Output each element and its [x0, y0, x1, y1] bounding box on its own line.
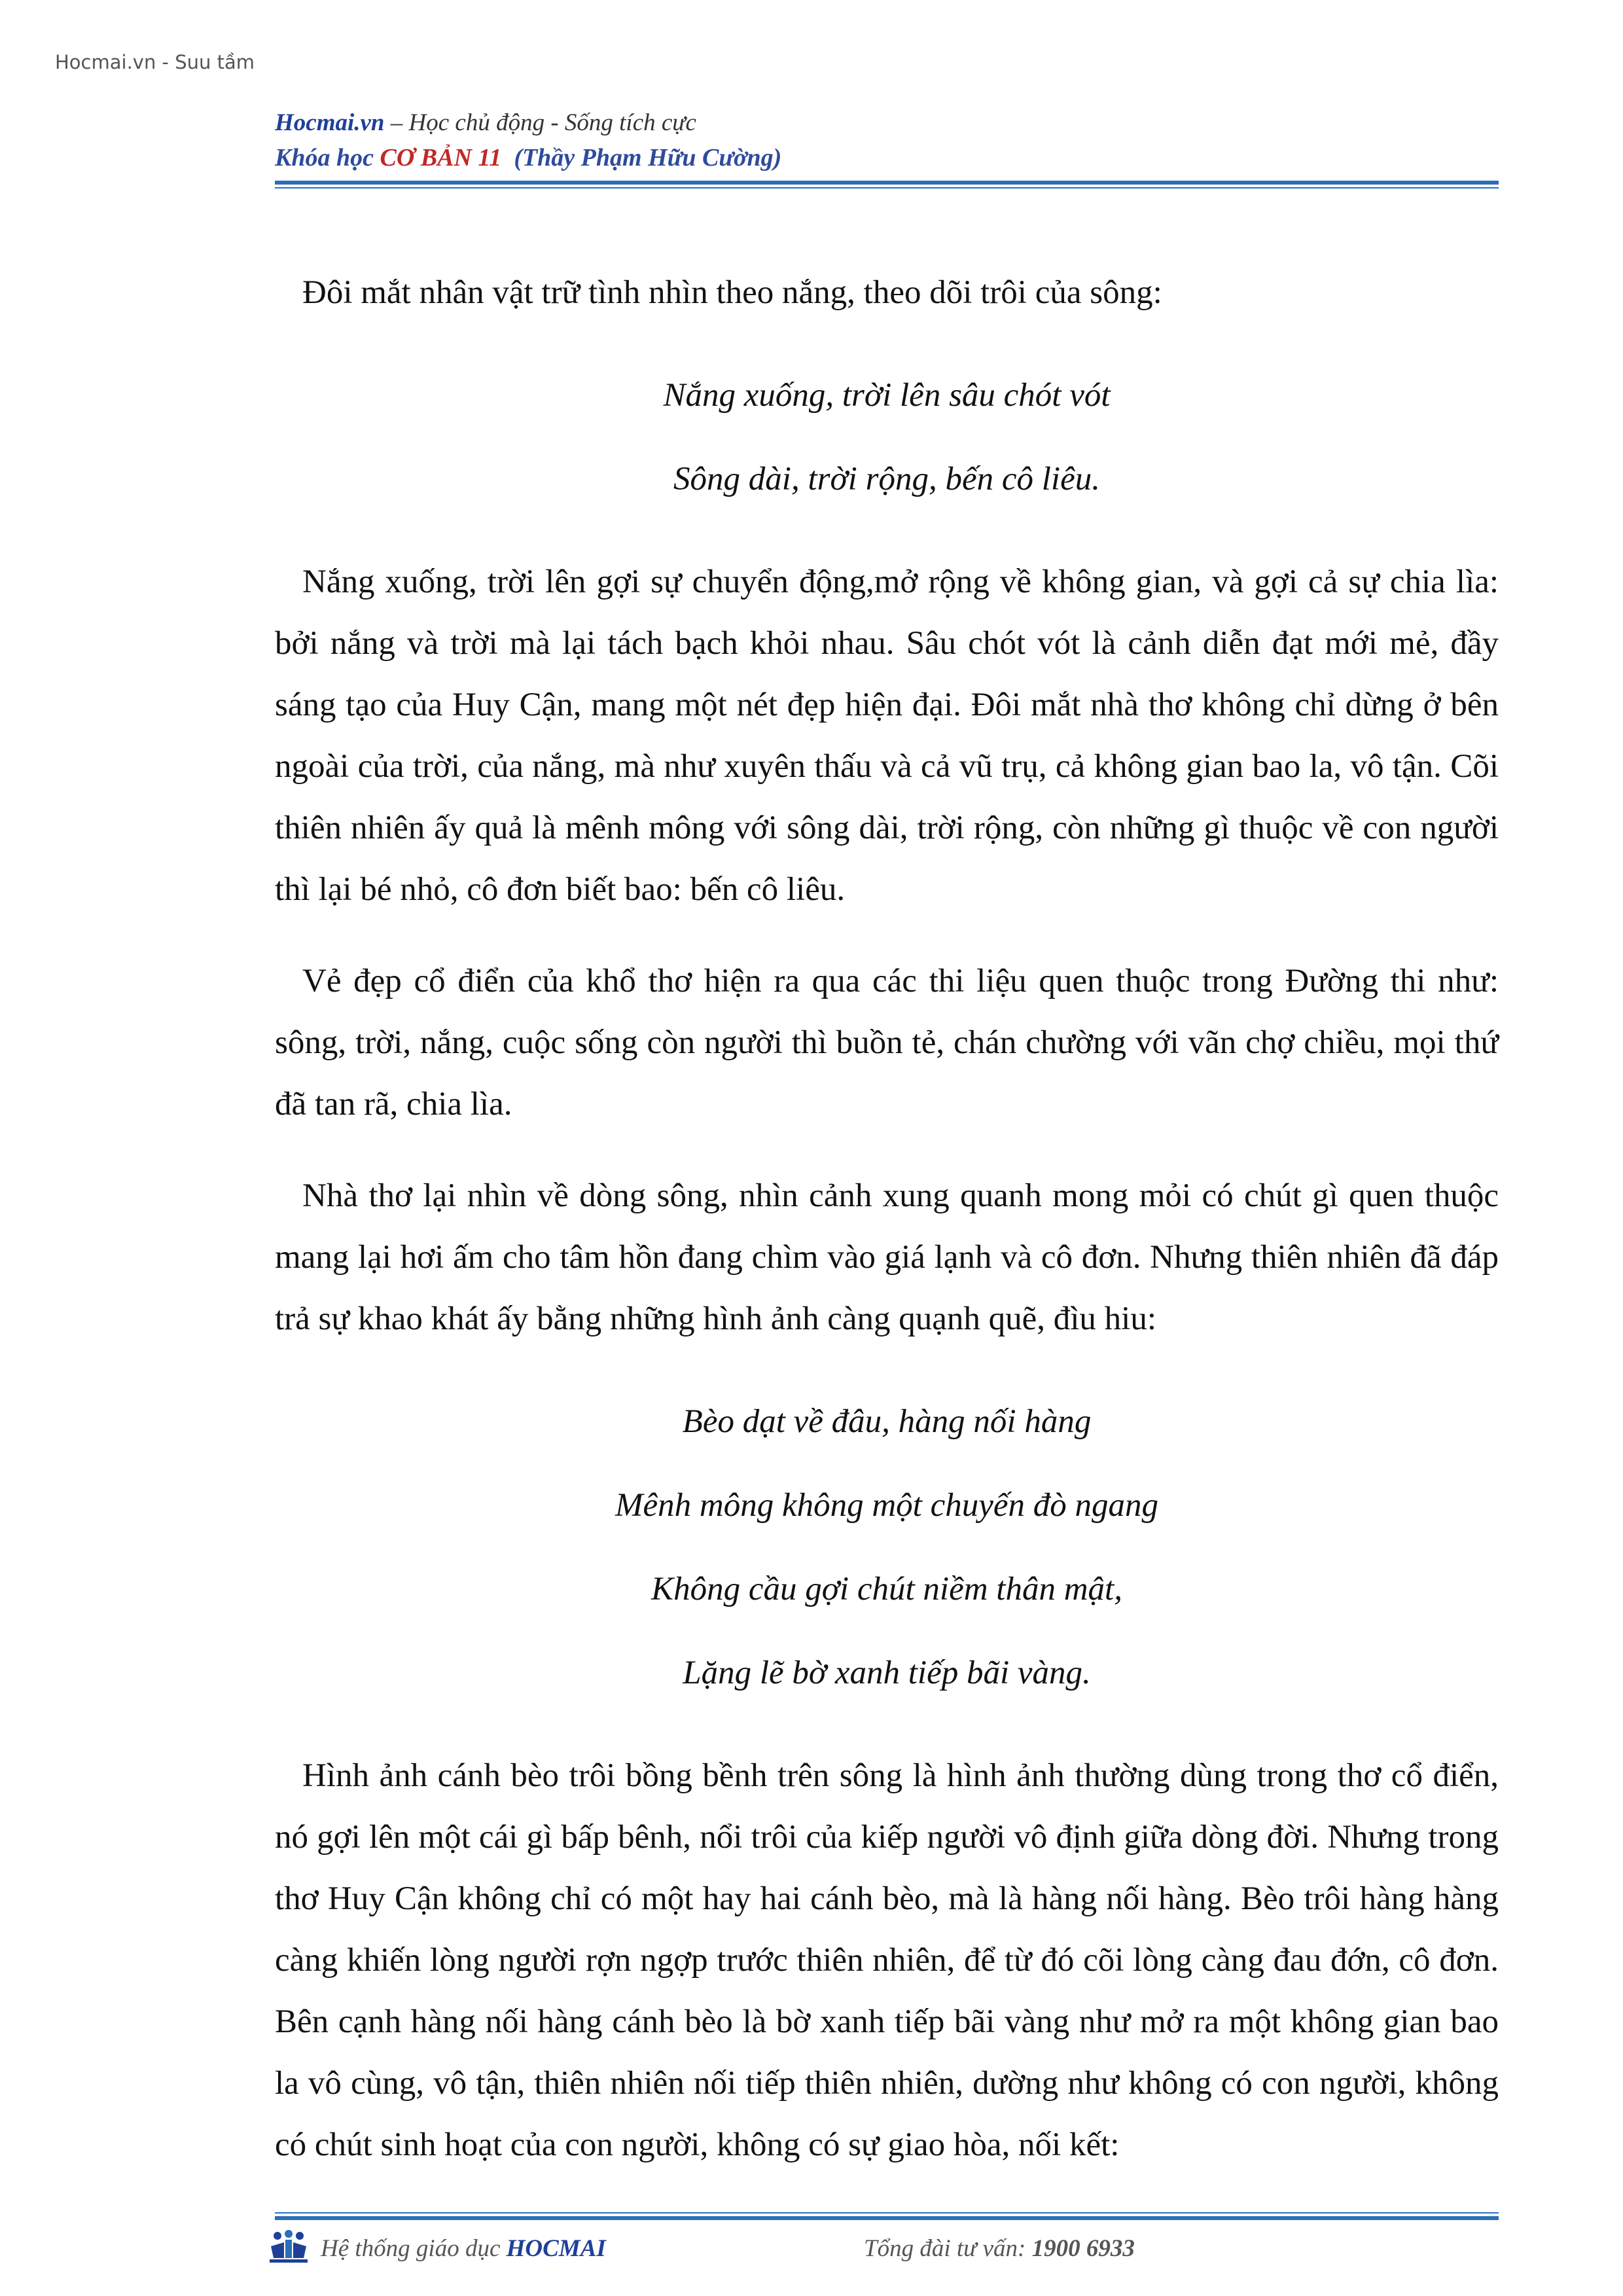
- header-rule-thin: [275, 187, 1499, 188]
- verse-line: Mênh mông không một chuyến đò ngang: [615, 1487, 1158, 1524]
- footer-system-label: Hệ thống giáo dục: [321, 2235, 507, 2262]
- page-footer: [268, 2225, 1499, 2278]
- site-name: Hocmai.vn: [275, 109, 385, 136]
- document-body: [275, 262, 1499, 2206]
- header-rule-thick: [275, 181, 1499, 185]
- header-course-line: [275, 141, 1499, 174]
- footer-rule-thick: [275, 2216, 1499, 2220]
- header-site-line: [275, 105, 1499, 141]
- footer-hotline: [864, 2234, 1135, 2263]
- footer-rule-thin: [275, 2212, 1499, 2214]
- verse-line: Bèo dạt về đâu, hàng nối hàng: [682, 1403, 1092, 1440]
- paragraph-5: Hình ảnh cánh bèo trôi bồng bềnh trên sông là hình ảnh thường dùng trong thơ cổ điển, nó gợi lên một cái gì bấp bênh, nổi trôi của kiếp người vô định giữa dòng đời. Nhưng trong thơ Huy Cận không chỉ có một hay hai cánh bèo, mà là hàng nối hàng. Bèo trôi hàng hàng càng khiến lòng người rợn ngợp trước thiên nhiên, để từ đó cõi lòng càng đau đớn, cô đơn. Bên cạnh hàng nối hàng cánh bèo là bờ xanh tiếp bãi vàng như mở ra một không gian bao la vô cùng, vô tận, thiên nhiên nối tiếp thiên nhiên, dường như không có con người, không có chút sinh hoạt của con người, không có sự giao hòa, nối kết:: [275, 1757, 1499, 2163]
- paragraph-3: Vẻ đẹp cổ điển của khổ thơ hiện ra qua các thi liệu quen thuộc trong Đường thi như: sông, trời, nắng, cuộc sống còn người thì buồn tẻ, chán chường với vãn chợ chiều, mọi thứ đã tan rã, chia lìa.: [275, 963, 1499, 1122]
- course-teacher: (Thầy Phạm Hữu Cường): [501, 144, 782, 171]
- course-name: CƠ BẢN 11: [380, 144, 502, 171]
- course-prefix: Khóa học: [275, 144, 380, 171]
- footer-org: HOCMAI: [506, 2235, 606, 2262]
- footer-phone: 1900 6933: [1031, 2235, 1135, 2262]
- verse-line: Nắng xuống, trời lên sâu chót vót: [663, 377, 1111, 414]
- footer-system: [321, 2234, 606, 2263]
- verse-line: Sông dài, trời rộng, bến cô liêu.: [673, 461, 1100, 497]
- paragraph-1: Đôi mắt nhân vật trữ tình nhìn theo nắng, theo dõi trôi của sông:: [302, 274, 1162, 311]
- verse-line: Lặng lẽ bờ xanh tiếp bãi vàng.: [683, 1655, 1091, 1691]
- paragraph-4: Nhà thơ lại nhìn về dòng sông, nhìn cảnh xung quanh mong mỏi có chút gì quen thuộc mang lại hơi ấm cho tâm hồn đang chìm vào giá lạnh và cô đơn. Nhưng thiên nhiên đã đáp trả sự khao khát ấy bằng những hình ảnh càng quạnh quẽ, đìu hiu:: [275, 1177, 1499, 1337]
- verse-line: Không cầu gợi chút niềm thân mật,: [651, 1571, 1122, 1607]
- hocmai-logo-icon: [268, 2229, 309, 2265]
- site-slogan: – Học chủ động - Sống tích cực: [384, 109, 696, 136]
- verse-block-1: [275, 353, 1499, 521]
- paragraph-2: Nắng xuống, trời lên gợi sự chuyển động,mở rộng về không gian, và gợi cả sự chia lìa: bởi nắng và trời mà lại tách bạch khỏi nhau. Sâu chót vót là cảnh diễn đạt mới mẻ, đầy sáng tạo của Huy Cận, mang một nét đẹp hiện đại. Đôi mắt nhà thơ không chỉ dừng ở bên ngoài của trời, của nắng, mà như xuyên thấu và cả vũ trụ, cả không gian bao la, vô tận. Cõi thiên nhiên ấy quả là mênh mông với sông dài, trời rộng, còn những gì thuộc về con người thì lại bé nhỏ, cô đơn biết bao: bến cô liêu.: [275, 564, 1499, 908]
- watermark-text: Hocmai.vn - Suu tầm: [55, 51, 255, 73]
- page-header: [275, 105, 1499, 174]
- footer-hotline-label: Tổng đài tư vấn:: [864, 2235, 1032, 2262]
- verse-block-2: [275, 1380, 1499, 1715]
